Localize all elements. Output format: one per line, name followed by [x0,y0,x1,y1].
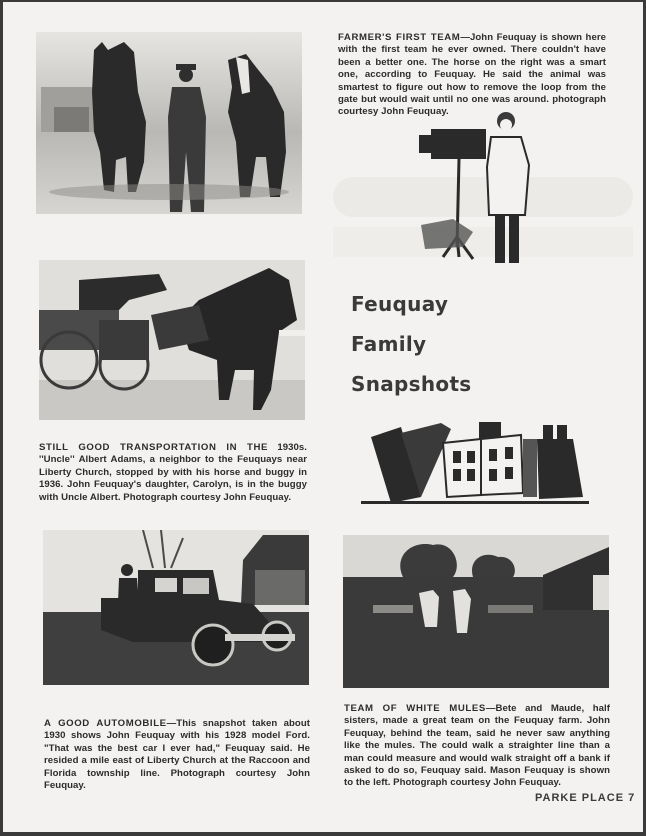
feature-title-line-1: Feuquay [351,292,449,316]
photo-farmers-first-team [36,32,302,214]
feature-title-line-2: Family [351,332,427,356]
photo-album-books-icon [361,417,589,507]
photo-automobile [43,530,309,685]
caption-good-automobile [44,718,310,792]
page-folio: PARKE PLACE 7 [535,792,636,804]
caption-body: —Bete and Maude, half sisters, made a great team on the Feuquay farm. John Feuquay, behind the team, said he never saw anything like the mules. The could walk a straighter line than a man could measure and would walk straight off a bank if asked to do so, Feuquay said. Mason Feuquay is shown to the left. Photograph courtesy John Feuquay. [344,703,610,789]
caption-farmers-first-team [338,32,606,119]
caption-team-of-white-mules [344,703,610,790]
photo-white-mules [343,535,609,688]
caption-still-good-transportation [39,442,307,504]
caption-lead: FARMER'S FIRST TEAM [338,32,461,43]
caption-body: —This snapshot taken about 1930 shows John Feuquay with his 1928 model Ford. "That was the best car I ever had," Feuquay said. He resided a mile east of Liberty Church at the Raccoon and Florida township line. Photograph courtesy John Feuquay. [44,718,310,792]
caption-lead: STILL GOOD TRANSPORTATION IN THE [39,442,269,453]
feature-title-line-3: Snapshots [351,372,472,396]
magazine-page [3,2,643,832]
caption-body: —John Feuquay is shown here with the first team he ever owned. There couldn't have been a better one. The horse on the right was a smart one, according to Feuquay. He said the animal was smartest to figure out how to remove the loop from the gate but would wait until no one was around. photograph courtesy John Feuquay. [338,32,606,118]
caption-lead: TEAM OF WHITE MULES [344,703,486,714]
caption-lead: A GOOD AUTOMOBILE [44,718,167,729]
photo-horse-and-buggy [39,260,305,420]
caption-body: 1930s. ''Uncle'' Albert Adams, a neighbor to the Feuquays near Liberty Church, stopped by with his horse and buggy in 1936. John Feuquay's daughter, Carolyn, is in the buggy with Uncle Albert. Photograph courtesy John Feuquay. [39,442,308,503]
camera-photographer-icon [413,107,538,267]
